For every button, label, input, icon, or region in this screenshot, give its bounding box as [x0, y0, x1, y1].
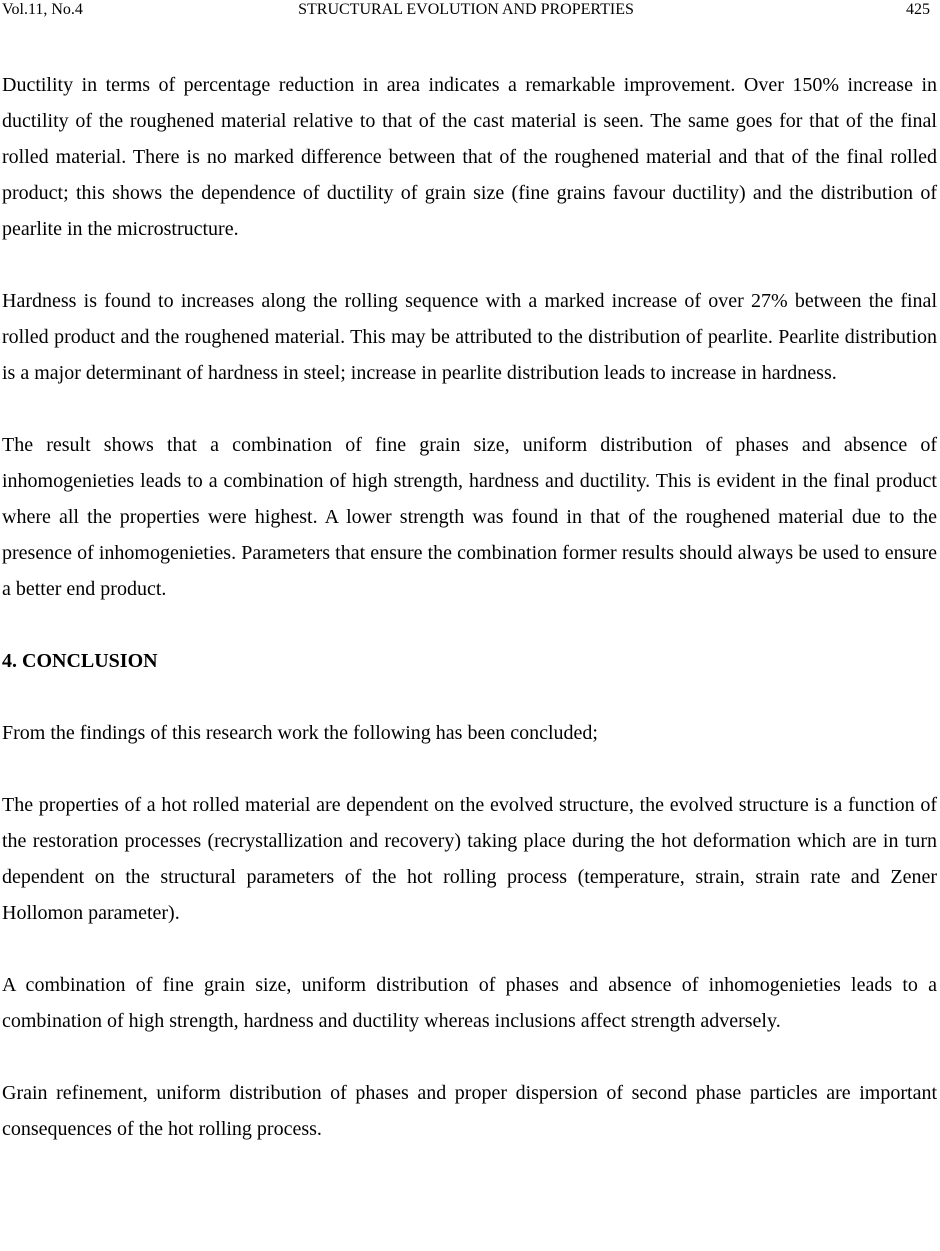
running-title: STRUCTURAL EVOLUTION AND PROPERTIES — [298, 1, 634, 18]
paragraph-result: The result shows that a combination of fine grain size, uniform distribution of phases and absence of inhomogenieties leads to a combination of high strength, hardness and ductility. This is evident in the final product where all the properties were highest. A lower strength was found in that of the roughened material due to the presence of inhomogenieties. Parameters that ensure the combination former results should always be used to ensure a better end product. — [2, 434, 937, 600]
running-header — [2, 0, 930, 22]
paragraph-conclusion-combination: A combination of fine grain size, uniform distribution of phases and absence of inhomogenieties leads to a combination of high strength, hardness and ductility whereas inclusions affect strength adversely. — [2, 974, 937, 1032]
paragraph-findings-intro: From the findings of this research work the following has been concluded; — [2, 722, 598, 744]
paragraph-conclusion-refinement: Grain refinement, uniform distribution of phases and proper dispersion of second phase particles are important consequences of the hot rolling process. — [2, 1082, 937, 1140]
journal-volume: Vol.11, No.4 — [2, 1, 83, 18]
section-heading-conclusion: 4. CONCLUSION — [2, 650, 158, 672]
page-body — [2, 67, 937, 1147]
paragraph-conclusion-properties: The properties of a hot rolled material are dependent on the evolved structure, the evolved structure is a function of the restoration processes (recrystallization and recovery) taking place during the hot deformation which are in turn dependent on the structural parameters of the hot rolling process (temperature, strain, strain rate and Zener Hollomon parameter). — [2, 794, 937, 924]
page-number: 425 — [906, 1, 930, 18]
paragraph-ductility: Ductility in terms of percentage reduction in area indicates a remarkable improvement. Over 150% increase in ductility of the roughened material relative to that of the cast material is seen. The same goes for that of the final rolled material. There is no marked difference between that of the roughened material and that of the final rolled product; this shows the dependence of ductility of grain size (fine grains favour ductility) and the distribution of pearlite in the microstructure. — [2, 74, 937, 240]
paragraph-hardness: Hardness is found to increases along the rolling sequence with a marked increase of over 27% between the final rolled product and the roughened material. This may be attributed to the distribution of pearlite. Pearlite distribution is a major determinant of hardness in steel; increase in pearlite distribution leads to increase in hardness. — [2, 290, 937, 384]
